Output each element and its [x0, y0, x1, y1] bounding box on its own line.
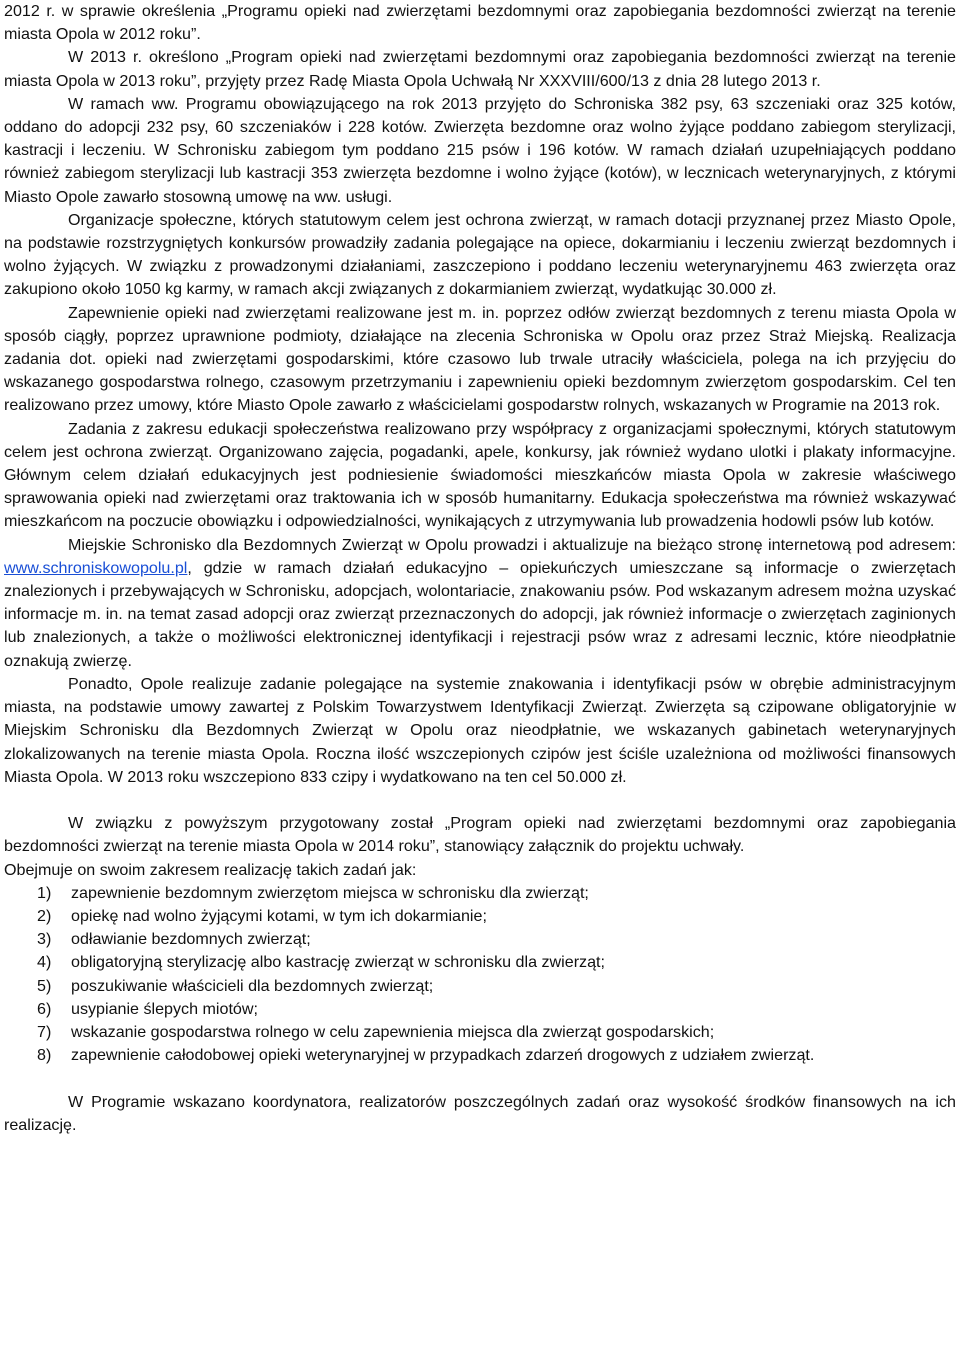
website-text-after: , gdzie w ramach działań edukacyjno – opiekuńczych umieszczane są informacje o zwierzętach znalezionych i przebywających w Schronisku, adopcjach, wolontariacie, znakowaniu psów. Pod wskazanym adresem można uzyskać informacje m. in. na temat zasad adopcji oraz zwierząt przeznaczonych do adopcji, jak również informacje o zwierzętach zaginionych lub znalezionych, a także o możliwości elektronicznej identyfikacji i rejestracji psów wraz z adresami lecznic, które nieodpłatnie oznakują zwierzę.	[4, 558, 956, 670]
paragraph-shelter-stats: W ramach ww. Programu obowiązującego na rok 2013 przyjęto do Schroniska 382 psy, 63 szczeniaki oraz 325 kotów, oddano do adopcji 232 psy, 60 szczeniaków i 228 kotów. Zwierzęta bezdomne oraz wolno żyjące poddano zabiegom sterylizacji, kastracji i leczeniu. W Schronisku zabiegom tym poddano 215 psów i 196 kotów. W ramach działań uzupełniających poddano również zabiegom sterylizacji lub kastracji 353 zwierzęta bezdomne i wolno żyjące (kotów), w lecznicach weterynaryjnych, z którymi Miasto Opole zawarło stosowną umowę na ww. usługi.	[4, 94, 956, 206]
list-item-number: 5)	[37, 976, 52, 995]
list-item	[4, 998, 956, 1021]
task-list	[4, 882, 956, 1068]
paragraph-program-2014: W związku z powyższym przygotowany został „Program opieki nad zwierzętami bezdomnymi oraz zapobiegania bezdomności zwierząt na terenie miasta Opola w 2014 roku”, stanowiący załącznik do projektu uchwały.	[4, 814, 956, 856]
list-item-number: 4)	[37, 953, 52, 972]
list-item	[4, 1021, 956, 1044]
list-item-number: 1)	[37, 883, 52, 902]
paragraph-shelter-website	[4, 534, 956, 673]
list-item-text: wskazanie gospodarstwa rolnego w celu zapewnienia miejsca dla zwierząt gospodarskich;	[71, 1022, 715, 1041]
paragraph-chipping: Ponadto, Opole realizuje zadanie polegające na systemie znakowania i identyfikacji psów w obrębie administracyjnym miasta, na podstawie umowy zawartej z Polskim Towarzystwem Identyfikacji Zwierząt. Zwierzęta są czipowane obligatoryjnie w Miejskim Schronisku dla Bezdomnych Zwierząt w Opolu oraz nieodpłatnie, we wskazanych gabinetach weterynaryjnych zlokalizowanych na terenie miasta Opola. Roczna ilość wszczepionych czipów jest ściśle uzależniona od możliwości finansowych Miasta Opola. W 2013 roku wszczepiono 833 czipy i wydatkowano na ten cel 50.000 zł.	[4, 674, 956, 786]
list-item-number: 7)	[37, 1022, 52, 1041]
list-item-text: odławianie bezdomnych zwierząt;	[71, 930, 311, 949]
list-item-number: 6)	[37, 999, 52, 1018]
list-item	[4, 1044, 956, 1067]
list-item-number: 2)	[37, 906, 52, 925]
list-item-text: zapewnienie całodobowej opieki weterynaryjnej w przypadkach zdarzeń drogowych z udziałem zwierząt.	[71, 1046, 815, 1065]
list-item-text: poszukiwanie właścicieli dla bezdomnych zwierząt;	[71, 976, 434, 995]
shelter-website-link[interactable]: www.schroniskowopolu.pl	[4, 558, 188, 577]
list-item-text: obligatoryjną sterylizację albo kastrację zwierząt w schronisku dla zwierząt;	[71, 953, 605, 972]
list-item	[4, 905, 956, 928]
paragraph-program-2013: W 2013 r. określono „Program opieki nad zwierzętami bezdomnymi oraz zapobiegania bezdomności zwierząt na terenie miasta Opola w 2013 roku”, przyjęty przez Radę Miasta Opola Uchwałą Nr XXXVIII/600/13 z dnia 28 lutego 2013 r.	[4, 48, 956, 90]
list-item	[4, 882, 956, 905]
blank-line	[4, 1067, 956, 1090]
blank-line	[4, 789, 956, 812]
website-text-before: Miejskie Schronisko dla Bezdomnych Zwierząt w Opolu prowadzi i aktualizuje na bieżąco stronę internetową pod adresem:	[68, 535, 956, 554]
list-item	[4, 975, 956, 998]
list-item	[4, 928, 956, 951]
list-item-text: zapewnienie bezdomnym zwierzętom miejsca w schronisku dla zwierząt;	[71, 883, 589, 902]
list-item-number: 8)	[37, 1046, 52, 1065]
list-item-text: opiekę nad wolno żyjącymi kotami, w tym ich dokarmianie;	[71, 906, 487, 925]
paragraph-intro-2012: 2012 r. w sprawie określenia „Programu opieki nad zwierzętami bezdomnymi oraz zapobiegania bezdomności zwierząt na terenie miasta Opola w 2012 roku”.	[4, 2, 956, 44]
list-item-number: 3)	[37, 930, 52, 949]
list-item	[4, 951, 956, 974]
paragraph-social-organizations: Organizacje społeczne, których statutowym celem jest ochrona zwierząt, w ramach dotacji przyznanej przez Miasto Opole, na podstawie rozstrzygniętych konkursów prowadziły zadania polegające na opiece, dokarmianiu i leczeniu zwierząt bezdomnych i wolno żyjących. W związku z prowadzonymi działaniami, zaszczepiono i poddano leczeniu weterynaryjnemu 463 zwierzęta oraz zakupiono około 1050 kg karmy, w ramach akcji związanych z dokarmianiem zwierząt, wydatkując 30.000 zł.	[4, 210, 956, 299]
paragraph-scope-intro: Obejmuje on swoim zakresem realizację takich zadań jak:	[4, 860, 417, 879]
document-page	[4, 0, 956, 1137]
paragraph-education: Zadania z zakresu edukacji społeczeństwa realizowano przy współpracy z organizacjami społecznymi, których statutowym celem jest ochrona zwierząt. Organizowano zajęcia, pogadanki, apele, konkursy, jak również wydano ulotki i plakaty informacyjne. Głównym celem działań edukacyjnych jest podniesienie świadomości mieszkańców miasta Opola w zakresie właściwego sprawowania opieki nad zwierzętami oraz traktowania ich w sposób humanitarny. Edukacja społeczeństwa ma również wskazywać mieszkańcom na poczucie obowiązku i odpowiedzialności, wynikających z utrzymywania lub prowadzenia hodowli psów lub kotów.	[4, 419, 956, 531]
paragraph-animal-care: Zapewnienie opieki nad zwierzętami realizowane jest m. in. poprzez odłów zwierząt bezdomnych z terenu miasta Opola w sposób ciągły, poprzez uprawnione podmioty, działające na zlecenia Schroniska w Opolu oraz przez Straż Miejską. Realizacja zadania dot. opieki nad zwierzętami gospodarskimi, które czasowo lub trwale utraciły właściciela, polega na ich przyjęciu do wskazanego gospodarstwa rolnego, czasowym przetrzymaniu i zapewnieniu opieki bezdomnym zwierzętom gospodarskim. Cel ten realizowano przez umowy, które Miasto Opole zawarło z właścicielami gospodarstw rolnych, wskazanych w Programie na 2013 rok.	[4, 303, 956, 415]
paragraph-coordinator: W Programie wskazano koordynatora, realizatorów poszczególnych zadań oraz wysokość środków finansowych na ich realizację.	[4, 1092, 956, 1134]
list-item-text: usypianie ślepych miotów;	[71, 999, 258, 1018]
